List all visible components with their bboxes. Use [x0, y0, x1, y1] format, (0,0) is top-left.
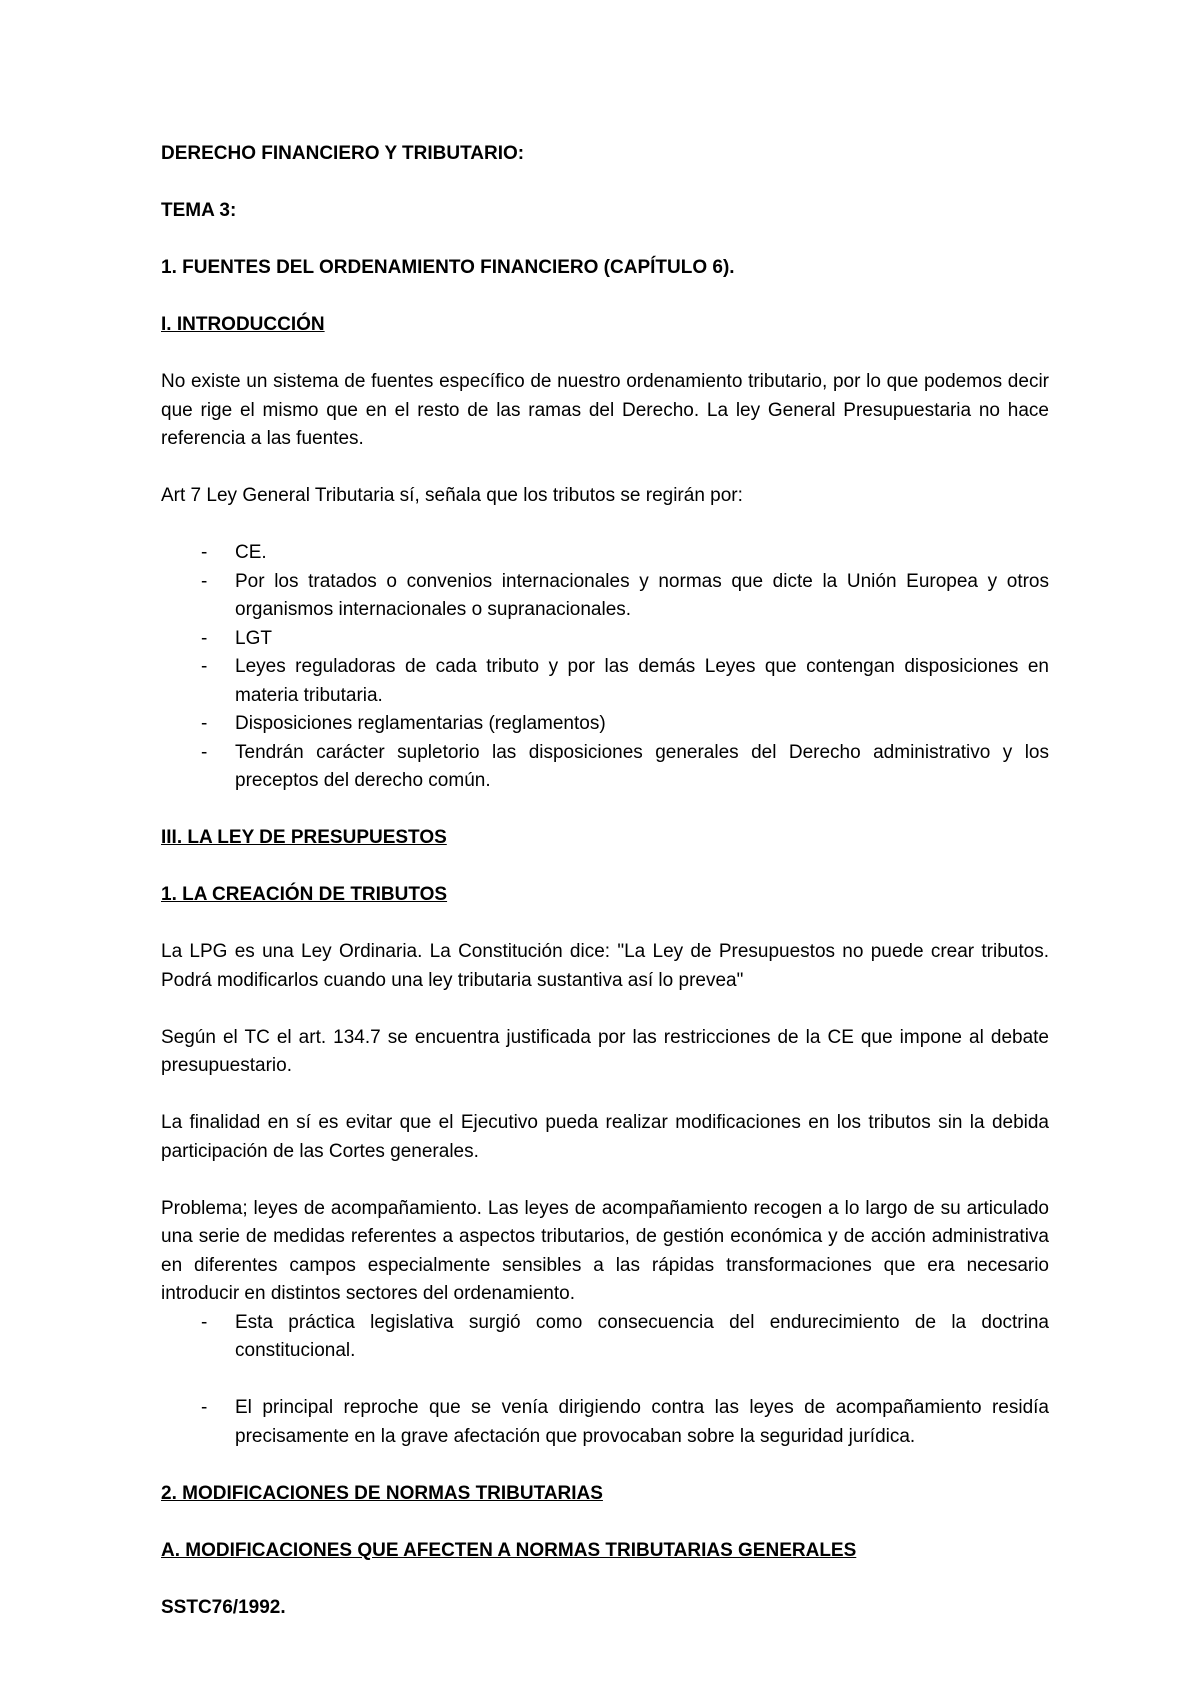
paragraph-intro: No existe un sistema de fuentes específico de nuestro ordenamiento tributario, por lo que podemos decir que rige el mismo que en el resto de las ramas del Derecho. La ley General Presupuestaria no hace referencia a las fuentes.	[161, 371, 1049, 449]
list-item	[161, 568, 1049, 625]
reproche-list	[161, 1394, 1049, 1451]
tema-label: TEMA 3:	[161, 200, 237, 221]
list-item	[161, 539, 1049, 568]
sstc-reference: SSTC76/1992.	[161, 1596, 286, 1618]
heading-introduccion: I. INTRODUCCIÓN	[161, 314, 325, 335]
section-heading-fuentes: 1. FUENTES DEL ORDENAMIENTO FINANCIERO (CAPÍTULO 6).	[161, 257, 735, 278]
heading-modificaciones-generales: A. MODIFICACIONES QUE AFECTEN A NORMAS TRIBUTARIAS GENERALES	[161, 1539, 857, 1561]
list-item	[161, 710, 1049, 739]
heading-modificaciones: 2. MODIFICACIONES DE NORMAS TRIBUTARIAS	[161, 1482, 603, 1504]
sources-list	[161, 539, 1049, 796]
list-item-text: Por los tratados o convenios internacionales y normas que dicte la Unión Europea y otros organismos internacionales o supranacionales.	[235, 570, 1049, 620]
list-item-text: Esta práctica legislativa surgió como consecuencia del endurecimiento de la doctrina constitucional.	[235, 1311, 1049, 1361]
list-dash: -	[201, 741, 208, 763]
list-item-text: Leyes reguladoras de cada tributo y por las demás Leyes que contengan disposiciones en materia tributaria.	[235, 656, 1049, 706]
paragraph-lpg: La LPG es una Ley Ordinaria. La Constitución dice: "La Ley de Presupuestos no puede crear tributos. Podrá modificarlos cuando una ley tributaria sustantiva así lo prevea"	[161, 941, 1049, 991]
list-dash: -	[201, 656, 208, 677]
list-dash: -	[201, 713, 208, 734]
heading-ley-presupuestos: III. LA LEY DE PRESUPUESTOS	[161, 827, 447, 848]
list-item	[161, 1309, 1049, 1366]
list-item	[161, 653, 1049, 710]
paragraph-problema: Problema; leyes de acompañamiento. Las leyes de acompañamiento recogen a lo largo de su articulado una serie de medidas referentes a aspectos tributarios, de gestión económica y de acción administrativa en diferentes campos especialmente sensibles a las rápidas transformaciones que era necesario introducir en distintos sectores del ordenamiento.	[161, 1197, 1049, 1304]
paragraph-art7: Art 7 Ley General Tributaria sí, señala que los tributos se regirán por:	[161, 485, 743, 506]
paragraph-finalidad: La finalidad en sí es evitar que el Ejecutivo pueda realizar modificaciones en los tributos sin la debida participación de las Cortes generales.	[161, 1112, 1049, 1162]
document-title: DERECHO FINANCIERO Y TRIBUTARIO:	[161, 143, 525, 164]
acompanamiento-list	[161, 1309, 1049, 1366]
list-item-text: Disposiciones reglamentarias (reglamentos)	[235, 713, 606, 734]
list-item-text: El principal reproche que se venía dirigiendo contra las leyes de acompañamiento residía precisamente en la grave afectación que provocaban sobre la seguridad jurídica.	[235, 1397, 1049, 1447]
list-dash: -	[201, 570, 208, 592]
document-page	[161, 140, 1049, 1622]
list-item-text: Tendrán carácter supletorio las disposiciones generales del Derecho administrativo y los preceptos del derecho común.	[235, 741, 1049, 791]
heading-creacion-tributos: 1. LA CREACIÓN DE TRIBUTOS	[161, 884, 448, 905]
list-dash: -	[201, 627, 208, 649]
list-item-text: CE.	[235, 542, 267, 563]
paragraph-tc: Según el TC el art. 134.7 se encuentra justificada por las restricciones de la CE que impone al debate presupuestario.	[161, 1026, 1049, 1076]
list-dash: -	[201, 1397, 208, 1418]
list-dash: -	[201, 542, 208, 563]
list-dash: -	[201, 1311, 208, 1333]
list-item	[161, 739, 1049, 796]
list-item	[161, 625, 1049, 654]
list-item	[161, 1394, 1049, 1451]
list-item-text: LGT	[235, 627, 272, 649]
